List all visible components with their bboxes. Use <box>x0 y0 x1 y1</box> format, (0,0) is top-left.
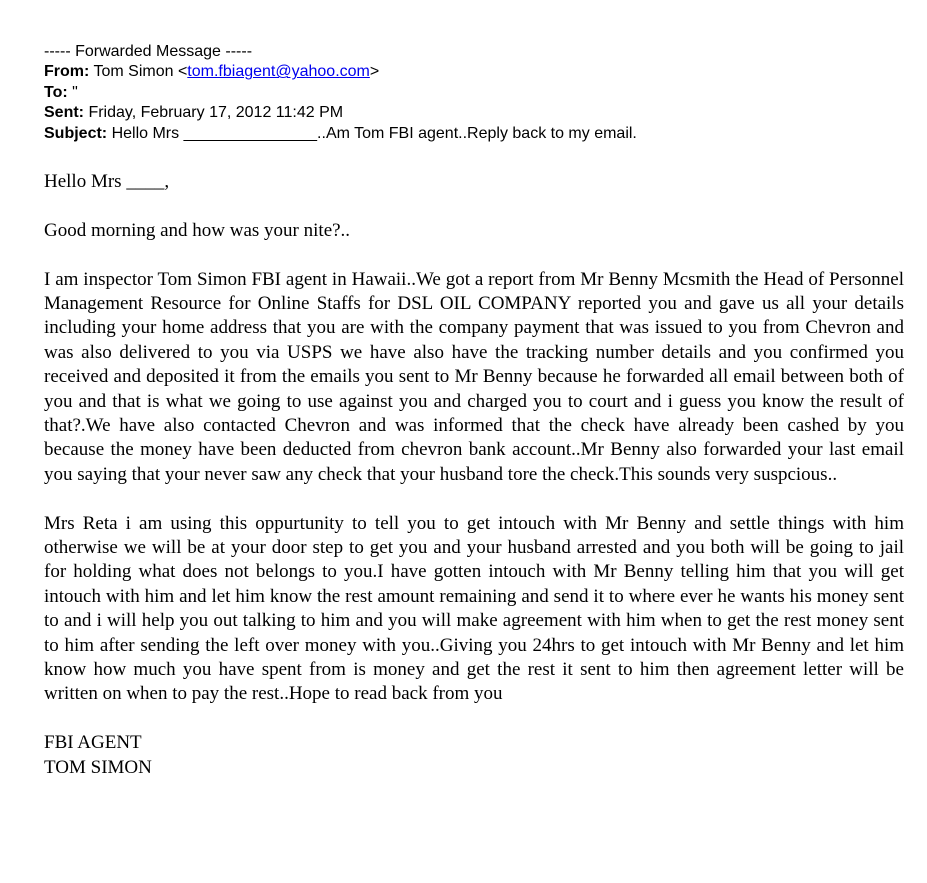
sent-row <box>44 103 904 123</box>
to-label: To: <box>44 83 68 101</box>
email-header <box>44 42 904 144</box>
from-name: Tom Simon < <box>89 63 188 81</box>
signature-title: FBI AGENT <box>44 732 142 754</box>
subject-label: Subject: <box>44 124 108 142</box>
to-value: " <box>67 83 78 101</box>
sent-value: Friday, February 17, 2012 11:42 PM <box>84 104 344 122</box>
subject-value: Hello Mrs _______________..Am Tom FBI agent..Reply back to my email. <box>107 124 637 142</box>
body-paragraph-2: Mrs Reta i am using this oppurtunity to tell you to get intouch with Mr Benny and settle things with him otherwise we will be at your door step to get you and your husband arrested and you both will be going to jail for holding what does not belongs to you.I have gotten intouch with Mr Benny telling him that you will get intouch with him and let him know the rest amount remaining and send it to where ever he wants his money sent to and i will help you out talking to him and you will make agreement with him when to get the rest money sent to him after sending the left over money with you..Giving you 24hrs to get intouch with Mr Benny and let him know how much you have spent from is money and get the rest it sent to him then agreement letter will be written on when to pay the rest..Hope to read back from you <box>44 512 904 705</box>
subject-row <box>44 124 904 144</box>
signature <box>44 731 904 780</box>
body-paragraph-1: I am inspector Tom Simon FBI agent in Hawaii..We got a report from Mr Benny Mcsmith the Head of Personnel Management Resource for Online Staffs for DSL OIL COMPANY reported you and gave us all your details including your home address that you are with the company payment that was issued to you from Chevron and was also delivered to you via USPS we have also have the tracking number details and you confirmed you received and deposited it from the emails you sent to Mr Benny because he forwarded all email between both of you and that is what we going to use against you and charged you to court and i guess you know the result of that?.We have also contacted Chevron and was informed that the check have already been cashed by you because the money have been deducted from chevron bank account..Mr Benny also forwarded your last email you saying that your never saw any check that your husband tore the check.This sounds very suspcious.. <box>44 268 904 485</box>
from-row <box>44 62 904 82</box>
sent-label: Sent: <box>44 104 84 122</box>
signature-name: TOM SIMON <box>44 756 152 778</box>
from-email-link[interactable]: tom.fbiagent@yahoo.com <box>187 63 370 81</box>
from-label: From: <box>44 63 90 81</box>
greeting: Hello Mrs ____, <box>44 171 170 192</box>
to-row <box>44 83 904 103</box>
from-close: > <box>369 63 380 81</box>
email-body <box>44 170 904 780</box>
opening-line: Good morning and how was your nite?.. <box>44 219 351 241</box>
forwarded-line: ----- Forwarded Message ----- <box>44 43 253 60</box>
